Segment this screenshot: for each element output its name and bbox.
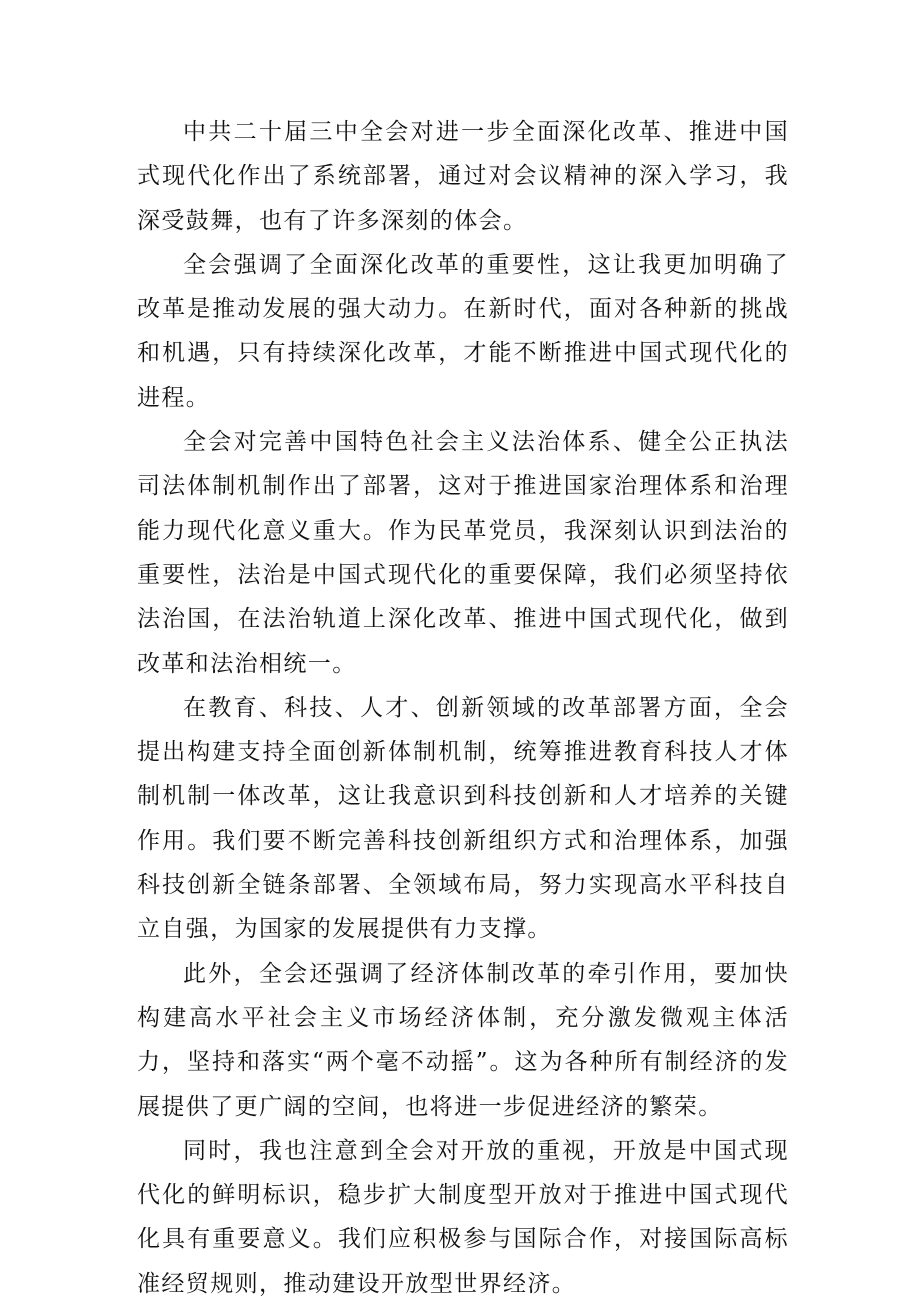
paragraph-4: 在教育、科技、人才、创新领域的改革部署方面，全会提出构建支持全面创新体制机制，统筹推进教育科技人才体制机制一体改革，这让我意识到科技创新和人才培养的关键作用。我们要不断完善科技创新组织方式和治理体系，加强科技创新全链条部署、全领域布局，努力实现高水平科技自立自强，为国家的发展提供有力支撑。	[137, 694, 789, 943]
paragraph-2: 全会强调了全面深化改革的重要性，这让我更加明确了改革是推动发展的强大动力。在新时代，面对各种新的挑战和机遇，只有持续深化改革，才能不断推进中国式现代化的进程。	[137, 251, 789, 411]
document-body	[137, 110, 789, 1306]
paragraph-1: 中共二十届三中全会对进一步全面深化改革、推进中国式现代化作出了系统部署，通过对会议精神的深入学习，我深受鼓舞，也有了许多深刻的体会。	[137, 119, 789, 234]
paragraph-6: 同时，我也注意到全会对开放的重视，开放是中国式现代化的鲜明标识，稳步扩大制度型开放对于推进中国式现代化具有重要意义。我们应积极参与国际合作，对接国际高标准经贸规则，推动建设开放型世界经济。	[137, 1137, 789, 1297]
paragraph-5: 此外，全会还强调了经济体制改革的牵引作用，要加快构建高水平社会主义市场经济体制，充分激发微观主体活力，坚持和落实“两个毫不动摇”。这为各种所有制经济的发展提供了更广阔的空间，也将进一步促进经济的繁荣。	[137, 960, 789, 1120]
paragraph-3: 全会对完善中国特色社会主义法治体系、健全公正执法司法体制机制作出了部署，这对于推进国家治理体系和治理能力现代化意义重大。作为民革党员，我深刻认识到法治的重要性，法治是中国式现代化的重要保障，我们必须坚持依法治国，在法治轨道上深化改革、推进中国式现代化，做到改革和法治相统一。	[137, 429, 789, 677]
